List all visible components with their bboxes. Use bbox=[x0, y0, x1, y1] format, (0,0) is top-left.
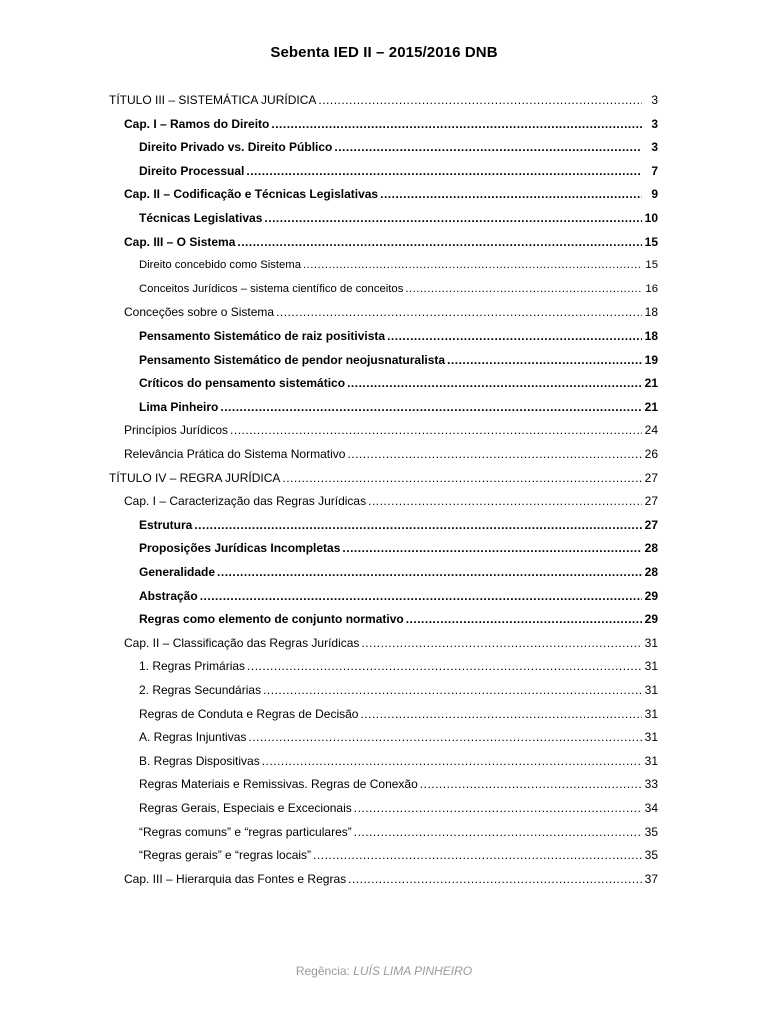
toc-entry-page-number: 7 bbox=[651, 163, 658, 178]
dot-leader bbox=[406, 609, 642, 629]
dot-leader bbox=[263, 680, 642, 700]
toc-entry-label: Regras Materiais e Remissivas. Regras de Conexão bbox=[139, 777, 418, 792]
toc-entry[interactable] bbox=[139, 751, 658, 771]
toc-entry-page-number: 28 bbox=[644, 541, 658, 556]
toc-entry[interactable] bbox=[139, 562, 658, 582]
toc-entry-label: 1. Regras Primárias bbox=[139, 659, 246, 674]
toc-entry-page-number: 18 bbox=[644, 329, 658, 343]
toc-entry-label: Lima Pinheiro bbox=[139, 399, 219, 414]
toc-entry[interactable] bbox=[124, 184, 658, 204]
dot-leader bbox=[230, 420, 642, 440]
toc-entry[interactable] bbox=[139, 255, 658, 275]
toc-entry-page-number: 31 bbox=[644, 706, 658, 721]
toc-entry[interactable] bbox=[139, 208, 658, 228]
toc-entry-label: Regras de Conduta e Regras de Decisão bbox=[139, 706, 359, 721]
toc-entry-page-number: 27 bbox=[644, 517, 658, 532]
dot-leader bbox=[246, 161, 642, 181]
toc-entry-label: Direito Privado vs. Direito Público bbox=[139, 140, 333, 155]
toc-entry[interactable] bbox=[139, 845, 658, 865]
footer-prefix: Regência: bbox=[295, 964, 354, 978]
toc-entry[interactable] bbox=[139, 798, 658, 818]
toc-entry-page-number: 31 bbox=[644, 659, 658, 674]
dot-leader bbox=[361, 633, 642, 653]
toc-entry[interactable] bbox=[139, 822, 658, 842]
toc-entry-label: Cap. I – Caracterização das Regras Jurídicas bbox=[124, 494, 367, 509]
toc-entry[interactable] bbox=[124, 420, 658, 440]
dot-leader bbox=[247, 656, 642, 676]
toc-entry[interactable] bbox=[139, 137, 658, 157]
toc-entry[interactable] bbox=[139, 373, 658, 393]
document-title: Sebenta IED II – 2015/2016 DNB bbox=[270, 44, 498, 61]
toc-entry[interactable] bbox=[139, 161, 658, 181]
toc-entry-label: Abstração bbox=[139, 588, 198, 603]
toc-entry-label: TÍTULO III – SISTEMÁTICA JURÍDICA bbox=[109, 93, 317, 107]
dot-leader bbox=[276, 302, 642, 322]
toc-entry-page-number: 21 bbox=[644, 376, 658, 391]
toc-entry-label: “Regras gerais” e “regras locais” bbox=[139, 848, 312, 863]
toc-entry-label: A. Regras Injuntivas bbox=[139, 730, 247, 745]
toc-entry[interactable] bbox=[139, 704, 658, 724]
toc-entry[interactable] bbox=[124, 869, 658, 889]
toc-entry[interactable] bbox=[139, 538, 658, 558]
dot-leader bbox=[405, 279, 642, 299]
toc-entry[interactable] bbox=[124, 444, 658, 464]
toc-entry-label: Pensamento Sistemático de pendor neojusnaturalista bbox=[139, 352, 446, 367]
toc-entry-page-number: 3 bbox=[651, 93, 658, 107]
toc-entry[interactable] bbox=[139, 326, 658, 346]
dot-leader bbox=[217, 562, 642, 582]
toc-entry[interactable] bbox=[124, 232, 658, 252]
toc-entry[interactable] bbox=[139, 586, 658, 606]
toc-entry-page-number: 26 bbox=[644, 447, 658, 461]
dot-leader bbox=[447, 350, 642, 370]
toc-entry-page-number: 31 bbox=[644, 730, 658, 745]
toc-entry[interactable] bbox=[139, 515, 658, 535]
toc-entry[interactable] bbox=[139, 397, 658, 417]
toc-entry-label: Pensamento Sistemático de raiz positivista bbox=[139, 329, 386, 343]
dot-leader bbox=[380, 184, 642, 204]
dot-leader bbox=[262, 751, 642, 771]
toc-entry-page-number: 21 bbox=[644, 399, 658, 414]
toc-entry-page-number: 3 bbox=[651, 116, 658, 131]
dot-leader bbox=[194, 515, 642, 535]
toc-entry[interactable] bbox=[139, 774, 658, 794]
toc-entry-page-number: 29 bbox=[644, 612, 658, 627]
toc-entry[interactable] bbox=[139, 279, 658, 299]
toc-entry-label: Proposições Jurídicas Incompletas bbox=[139, 541, 341, 556]
toc-entry-page-number: 37 bbox=[644, 871, 658, 886]
toc-entry-label: Regras como elemento de conjunto normativo bbox=[139, 612, 404, 627]
toc-entry-label: Direito Processual bbox=[139, 163, 245, 178]
toc-entry[interactable] bbox=[139, 350, 658, 370]
dot-leader bbox=[282, 468, 642, 488]
dot-leader bbox=[303, 255, 642, 275]
dot-leader bbox=[334, 137, 642, 157]
dot-leader bbox=[313, 845, 642, 865]
toc-entry[interactable] bbox=[139, 609, 658, 629]
dot-leader bbox=[354, 798, 642, 818]
toc-entry-label: Cap. I – Ramos do Direito bbox=[124, 116, 270, 131]
toc-entry[interactable] bbox=[124, 633, 658, 653]
toc-entry-label: Direito concebido como Sistema bbox=[139, 259, 301, 272]
dot-leader bbox=[271, 114, 642, 134]
toc-entry-label: Críticos do pensamento sistemático bbox=[139, 376, 346, 391]
toc-entry-page-number: 18 bbox=[644, 305, 658, 320]
dot-leader bbox=[348, 869, 642, 889]
toc-entry-page-number: 19 bbox=[644, 352, 658, 367]
toc-entry-page-number: 31 bbox=[644, 635, 658, 650]
toc-entry-page-number: 24 bbox=[644, 423, 658, 438]
toc-entry-page-number: 29 bbox=[644, 588, 658, 603]
dot-leader bbox=[220, 397, 642, 417]
dot-leader bbox=[264, 208, 642, 228]
toc-entry-page-number: 27 bbox=[644, 494, 658, 509]
toc-entry-label: TÍTULO IV – REGRA JURÍDICA bbox=[109, 470, 281, 485]
page-footer bbox=[0, 964, 768, 978]
toc-entry-label: Princípios Jurídicos bbox=[124, 423, 229, 438]
toc-entry-label: Conceitos Jurídicos – sistema científico de conceitos bbox=[139, 282, 404, 295]
toc-entry-label: Regras Gerais, Especiais e Excecionais bbox=[139, 801, 352, 815]
toc-entry-page-number: 31 bbox=[644, 683, 658, 697]
toc-entry-page-number: 35 bbox=[644, 824, 658, 839]
toc-entry-label: Relevância Prática do Sistema Normativo bbox=[124, 447, 346, 461]
toc-entry-label: Cap. II – Codificação e Técnicas Legislativas bbox=[124, 187, 379, 202]
dot-leader bbox=[342, 538, 642, 558]
dot-leader bbox=[360, 704, 642, 724]
footer-name: LUÍS LIMA PINHEIRO bbox=[353, 964, 473, 978]
toc-entry-page-number: 33 bbox=[644, 777, 658, 792]
toc-entry-page-number: 31 bbox=[644, 753, 658, 768]
toc-entry-page-number: 34 bbox=[644, 801, 658, 815]
toc-entry-label: Conceções sobre o Sistema bbox=[124, 305, 275, 320]
toc-entry[interactable] bbox=[109, 468, 658, 488]
dot-leader bbox=[387, 326, 642, 346]
toc-entry-page-number: 35 bbox=[644, 848, 658, 863]
dot-leader bbox=[318, 90, 642, 110]
toc-entry[interactable] bbox=[139, 680, 658, 700]
toc-entry-page-number: 15 bbox=[644, 234, 658, 249]
toc-entry[interactable] bbox=[139, 727, 658, 747]
toc-entry-label: Cap. II – Classificação das Regras Jurídicas bbox=[124, 635, 360, 650]
toc-entry[interactable] bbox=[109, 90, 658, 110]
toc-entry-label: Generalidade bbox=[139, 565, 216, 579]
dot-leader bbox=[420, 774, 642, 794]
toc-entry-page-number: 15 bbox=[645, 259, 658, 272]
dot-leader bbox=[347, 373, 642, 393]
toc-entry-label: B. Regras Dispositivas bbox=[139, 753, 260, 768]
dot-leader bbox=[347, 444, 642, 464]
toc-entry-label: “Regras comuns” e “regras particulares” bbox=[139, 824, 352, 839]
toc-entry-label: Estrutura bbox=[139, 517, 193, 532]
toc-entry-page-number: 28 bbox=[644, 565, 658, 579]
dot-leader bbox=[200, 586, 642, 606]
toc-entry-page-number: 10 bbox=[644, 211, 658, 225]
toc-entry[interactable] bbox=[124, 114, 658, 134]
toc-entry-page-number: 3 bbox=[651, 140, 658, 155]
toc-entry-page-number: 16 bbox=[645, 282, 658, 295]
toc-entry[interactable] bbox=[139, 656, 658, 676]
toc-entry-label: Cap. III – O Sistema bbox=[124, 234, 236, 249]
toc-entry-page-number: 27 bbox=[644, 470, 658, 485]
toc-entry[interactable] bbox=[124, 491, 658, 511]
dot-leader bbox=[354, 822, 642, 842]
toc-entry-page-number: 9 bbox=[651, 187, 658, 202]
toc-entry-label: 2. Regras Secundárias bbox=[139, 683, 262, 697]
toc-entry-label: Cap. III – Hierarquia das Fontes e Regras bbox=[124, 871, 347, 886]
toc-entry-label: Técnicas Legislativas bbox=[139, 211, 263, 225]
dot-leader bbox=[248, 727, 642, 747]
toc-entry[interactable] bbox=[124, 302, 658, 322]
dot-leader bbox=[237, 232, 642, 252]
dot-leader bbox=[368, 491, 642, 511]
